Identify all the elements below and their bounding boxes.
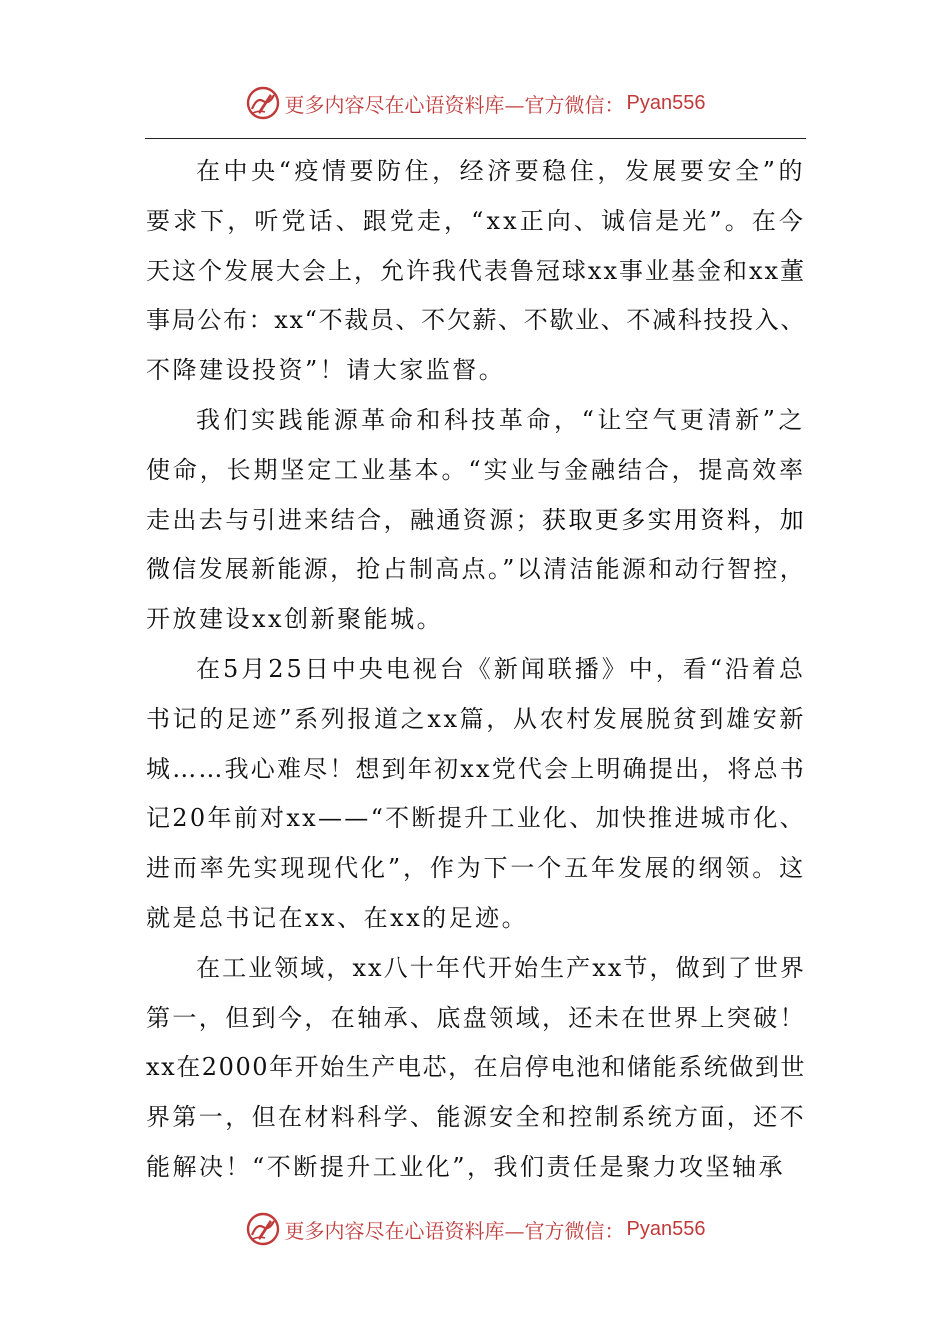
text-line xyxy=(146,496,806,546)
text-line xyxy=(146,147,806,197)
text-line xyxy=(146,396,806,446)
text-segment: 在工业领域，xx八十年代开始生产xx节，做到了世界 xyxy=(196,953,806,982)
document-body xyxy=(146,147,806,1193)
text-segment: 城……我心难尽！想到年初xx党代会上明确提出，将总书 xyxy=(146,754,806,783)
text-segment: 记20年前对xx——“不断提升工业化、加快推进城市化、 xyxy=(146,804,806,833)
text-line xyxy=(146,197,806,247)
promo-text: 微信 xyxy=(146,555,199,584)
text-line xyxy=(146,1093,806,1143)
text-line xyxy=(146,994,806,1044)
text-line xyxy=(146,346,806,396)
text-segment: 开放建设xx创新聚能城。 xyxy=(146,605,444,634)
text-line xyxy=(146,1143,806,1193)
text-segment: 进而率先实现现代化”，作为下一个五年发展的纲领。这 xyxy=(146,854,806,883)
text-line xyxy=(146,595,806,645)
footer-banner xyxy=(0,1209,950,1249)
text-line xyxy=(146,247,806,297)
text-segment: 使命，长期坚定工业基本。“实业与金融结合，提高效率 xyxy=(146,455,806,484)
banner-text: 更多内容尽在心语资料库—官方微信： xyxy=(284,1218,625,1243)
text-segment: 在5月25日中央电视台《新闻联播》中，看“沿着总 xyxy=(196,654,806,683)
header-divider xyxy=(145,138,806,139)
banner-wechat-id: Pyan556 xyxy=(626,91,706,114)
text-segment: 就是总书记在xx、在xx的足迹。 xyxy=(146,903,529,932)
text-segment: 界第一，但在材料科学、能源安全和控制系统方面，还不 xyxy=(146,1103,806,1132)
text-segment: 不降建设投资”！请大家监督。 xyxy=(146,356,506,385)
text-segment: 事局公布：xx“不裁员、不欠薪、不歇业、不减科技投入、 xyxy=(146,306,806,335)
text-segment: 能解决！“不断提升工业化”，我们责任是聚力攻坚轴承 xyxy=(146,1152,786,1181)
promo-text: 获取更多实用资料，加 xyxy=(542,505,806,534)
header-banner xyxy=(0,83,950,123)
text-line xyxy=(146,545,806,595)
text-line xyxy=(146,894,806,944)
text-line xyxy=(146,695,806,745)
text-segment: 走出去与引进来结合，融通资源； xyxy=(146,505,542,534)
text-segment: 天这个发展大会上，允许我代表鲁冠球xx事业基金和xx董 xyxy=(146,256,806,285)
text-line xyxy=(146,645,806,695)
text-line xyxy=(146,296,806,346)
text-segment: 发展新能源，抢占制高点。”以清洁能源和动行智控， xyxy=(198,555,806,584)
signature-pen-icon xyxy=(245,85,281,121)
text-line xyxy=(146,745,806,795)
text-line xyxy=(146,446,806,496)
text-line xyxy=(146,944,806,994)
banner-wechat-id: Pyan556 xyxy=(626,1217,706,1240)
signature-pen-icon xyxy=(245,1211,281,1247)
text-line xyxy=(146,1043,806,1093)
text-line xyxy=(146,844,806,894)
text-segment: 第一，但到今，在轴承、底盘领域，还未在世界上突破！ xyxy=(146,1003,806,1032)
banner-text: 更多内容尽在心语资料库—官方微信： xyxy=(284,92,625,117)
text-segment: 书记的足迹”系列报道之xx篇，从农村发展脱贫到雄安新 xyxy=(146,704,806,733)
text-segment: 要求下，听党话、跟党走，“xx正向、诚信是光”。在今 xyxy=(146,206,806,235)
text-line xyxy=(146,794,806,844)
text-segment: 在中央“疫情要防住，经济要稳住，发展要安全”的 xyxy=(196,157,806,185)
text-segment: xx在2000年开始生产电芯，在启停电池和储能系统做到世 xyxy=(146,1053,806,1082)
text-segment: 我们实践能源革命和科技革命，“让空气更清新”之 xyxy=(196,405,806,434)
